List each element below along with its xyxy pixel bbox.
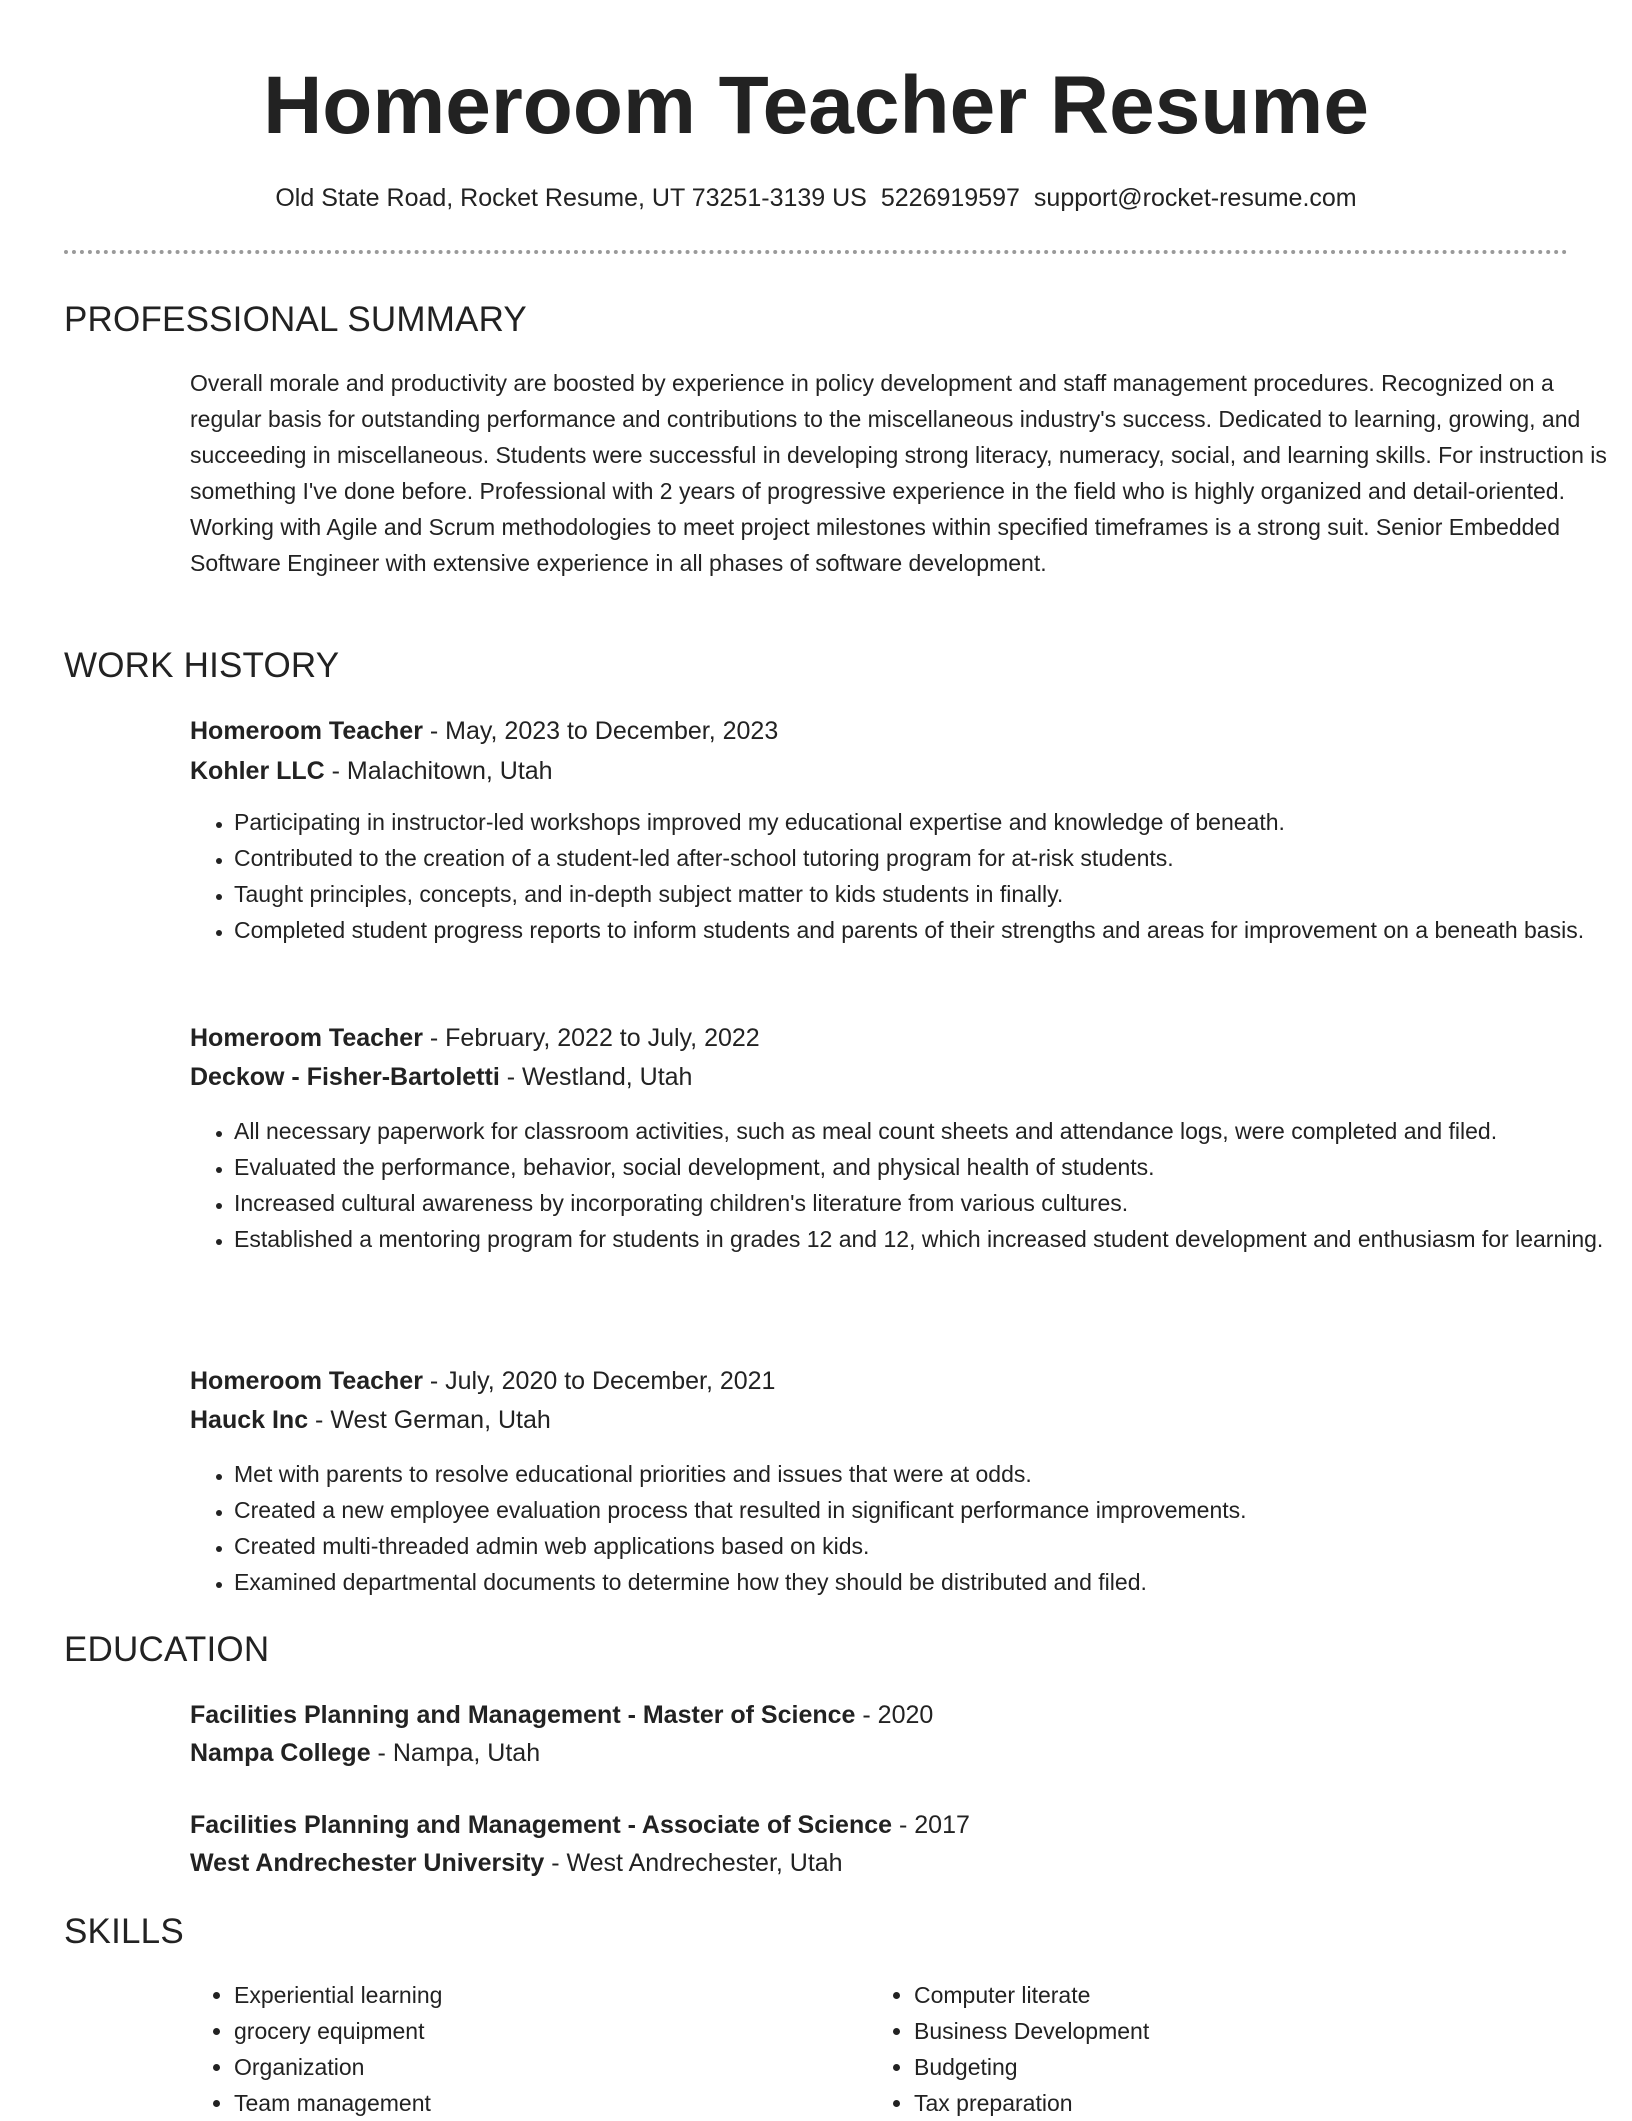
header-divider [64, 250, 1568, 254]
contact-line [64, 180, 1568, 216]
skills-list-left [190, 1977, 854, 2121]
skill-item: • grocery equipment [234, 2013, 854, 2049]
education-degree-line [190, 1806, 1610, 1844]
list-item: • Taught principles, concepts, and in-depth subject matter to kids students in finally. [234, 876, 1632, 912]
list-item: • Evaluated the performance, behavior, social development, and physical health of students. [234, 1149, 1632, 1185]
education-school: Nampa College [190, 1739, 371, 1767]
education-year: - 2017 [892, 1811, 970, 1839]
education-school-line [190, 1734, 1610, 1772]
education-location: - West Andrechester, Utah [544, 1849, 843, 1877]
job-location: - Westland, Utah [499, 1063, 693, 1091]
job-company-line [190, 1058, 1610, 1096]
education-heading: EDUCATION [64, 1630, 270, 1669]
education-school: West Andrechester University [190, 1849, 545, 1877]
skills-list-right [870, 1977, 1534, 2121]
skill-item: • Team management [234, 2085, 854, 2121]
list-item: • Increased cultural awareness by incorporating children's literature from various cultures. [234, 1185, 1632, 1221]
skill-item: • Tax preparation [914, 2085, 1534, 2121]
skill-item: • Organization [234, 2049, 854, 2085]
job-dates: - February, 2022 to July, 2022 [422, 1024, 760, 1052]
skill-item: • Experiential learning [234, 1977, 854, 2013]
job-company: Kohler LLC [190, 757, 325, 785]
job-role: Homeroom Teacher [190, 1024, 423, 1052]
contact-email: support@rocket-resume.com [1033, 184, 1357, 212]
job-company-line [190, 752, 1610, 790]
skill-item: • Budgeting [914, 2049, 1534, 2085]
job-bullets [190, 1113, 1632, 1257]
list-item: • Participating in instructor-led workshops improved my educational expertise and knowledge of beneath. [234, 804, 1632, 840]
list-item: • Created multi-threaded admin web applications based on kids. [234, 1528, 1632, 1564]
education-year: - 2020 [855, 1701, 934, 1729]
job-title-line [190, 712, 1610, 750]
job-location: - Malachitown, Utah [324, 757, 553, 785]
list-item: • Examined departmental documents to determine how they should be distributed and filed. [234, 1564, 1632, 1600]
list-item: • All necessary paperwork for classroom activities, such as meal count sheets and attendance logs, were completed and filed. [234, 1113, 1632, 1149]
job-location: - West German, Utah [308, 1406, 551, 1434]
job-bullets [190, 1456, 1632, 1600]
job-role: Homeroom Teacher [190, 717, 423, 745]
skill-item: • Business Development [914, 2013, 1534, 2049]
job-role: Homeroom Teacher [190, 1367, 423, 1395]
job-company-line [190, 1401, 1610, 1439]
skills-heading: SKILLS [64, 1912, 184, 1951]
resume-title: Homeroom Teacher Resume [263, 60, 1369, 151]
list-item: • Established a mentoring program for students in grades 12 and 12, which increased student development and enthusiasm for learning. [234, 1221, 1632, 1257]
education-school-line [190, 1844, 1610, 1882]
summary-text: Overall morale and productivity are boosted by experience in policy development and staff management procedures. Recognized on a regular basis for outstanding performance and contributions to the miscellaneous industry's success. Dedicated to learning, growing, and succeeding in miscellaneous. Students were successful in developing strong literacy, numeracy, social, and learning skills. For instruction is something I've done before. Professional with 2 years of progressive experience in the field who is highly organized and detail-oriented. Working with Agile and Scrum methodologies to meet project milestones within specified timeframes is a strong suit. Senior Embedded Software Engineer with extensive experience in all phases of software development. [190, 370, 1607, 576]
job-dates: - July, 2020 to December, 2021 [422, 1367, 776, 1395]
contact-phone: 5226919597 [880, 184, 1020, 212]
list-item: • Created a new employee evaluation process that resulted in significant performance improvements. [234, 1492, 1632, 1528]
skill-item: • Computer literate [914, 1977, 1534, 2013]
job-bullets [190, 804, 1632, 948]
job-company: Hauck Inc [190, 1406, 309, 1434]
list-item: • Met with parents to resolve educational priorities and issues that were at odds. [234, 1456, 1632, 1492]
list-item: • Contributed to the creation of a student-led after-school tutoring program for at-risk students. [234, 840, 1632, 876]
job-title-line [190, 1019, 1610, 1057]
job-company: Deckow - Fisher-Bartoletti [190, 1063, 500, 1091]
summary-heading: PROFESSIONAL SUMMARY [64, 300, 527, 339]
education-degree-line [190, 1696, 1610, 1734]
education-degree: Facilities Planning and Management - Associate of Science [190, 1811, 893, 1839]
list-item: • Completed student progress reports to inform students and parents of their strengths and areas for improvement on a beneath basis. [234, 912, 1632, 948]
education-location: - Nampa, Utah [370, 1739, 541, 1767]
education-degree: Facilities Planning and Management - Master of Science [190, 1701, 856, 1729]
work-history-heading: WORK HISTORY [64, 646, 340, 685]
job-title-line [190, 1362, 1610, 1400]
job-dates: - May, 2023 to December, 2023 [422, 717, 779, 745]
contact-address: Old State Road, Rocket Resume, UT 73251-3139 US [275, 184, 867, 212]
